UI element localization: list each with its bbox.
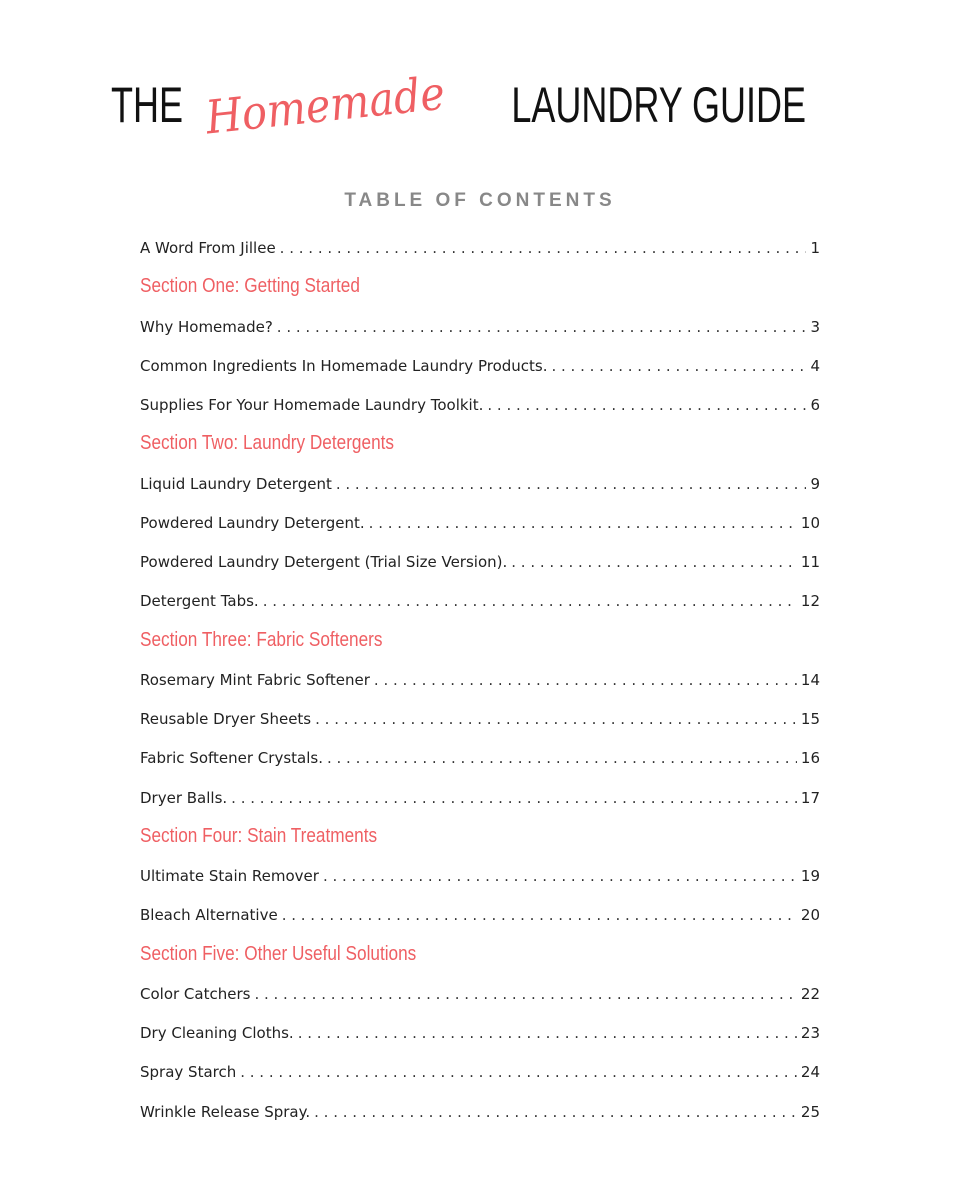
toc-entry-page-number: 1 [810,238,820,257]
toc-entry-page-number: 16 [800,748,820,767]
dot-leader [280,239,807,257]
toc-entry[interactable] [140,738,820,777]
toc-section-heading: Section Four: Stain Treatments [140,825,378,847]
toc-entry-label: Powdered Laundry Detergent. [140,513,365,532]
toc-entry-page-number: 22 [800,984,820,1003]
toc-section-heading: Section One: Getting Started [140,275,360,297]
toc-entry-page-number: 24 [800,1062,820,1081]
toc-section-heading: Section Five: Other Useful Solutions [140,943,417,965]
dot-leader [277,318,807,336]
dot-leader [369,514,797,532]
toc-entry[interactable] [140,895,820,934]
toc-entry-page-number: 11 [800,552,820,571]
toc-entry-label: Dry Cleaning Cloths. [140,1023,294,1042]
title-laundry-guide: LAUNDRY GUIDE [510,77,806,133]
toc-entry-label: Reusable Dryer Sheets [140,709,312,728]
toc-entry[interactable] [140,228,820,267]
toc-entry[interactable] [140,974,820,1013]
toc-entry-label: Spray Starch [140,1062,237,1081]
toc-entry-label: Why Homemade? [140,317,273,336]
toc-entry[interactable] [140,581,820,620]
title-the: THE [111,77,184,133]
dot-leader [511,553,797,571]
toc-entry-label: Detergent Tabs. [140,591,259,610]
dot-leader [315,710,797,728]
toc-entry-label: Powdered Laundry Detergent (Trial Size Version). [140,552,508,571]
toc-entry-label: Ultimate Stain Remover [140,866,319,885]
toc-entry-page-number: 23 [800,1023,820,1042]
toc-entry-page-number: 9 [810,474,820,493]
toc-entry-label: A Word From Jillee [140,238,276,257]
toc-entry[interactable] [140,1092,820,1131]
toc-entry[interactable] [140,856,820,895]
dot-leader [282,906,797,924]
toc-entry-page-number: 20 [800,905,820,924]
toc-entry[interactable] [140,346,820,385]
toc-entry-page-number: 19 [800,866,820,885]
toc-entry-page-number: 6 [810,395,820,414]
dot-leader [298,1024,797,1042]
toc-entry[interactable] [140,660,820,699]
toc-entry-label: Liquid Laundry Detergent [140,474,332,493]
toc-entry-label: Wrinkle Release Spray. [140,1102,311,1121]
toc-entry-page-number: 15 [800,709,820,728]
toc-entry-label: Bleach Alternative [140,905,278,924]
toc-entry-label: Color Catchers [140,984,251,1003]
dot-leader [323,867,797,885]
toc-entry[interactable] [140,464,820,503]
dot-leader [487,396,806,414]
toc-entry-label: Fabric Softener Crystals. [140,748,323,767]
toc-entry[interactable] [140,1052,820,1091]
toc-entry-page-number: 10 [800,513,820,532]
toc-entry[interactable] [140,307,820,346]
toc-entry-page-number: 14 [800,670,820,689]
toc-entry-label: Common Ingredients In Homemade Laundry Products. [140,356,548,375]
toc-entry[interactable] [140,542,820,581]
dot-leader [254,985,796,1003]
toc-entry[interactable] [140,778,820,817]
toc-entry[interactable] [140,699,820,738]
toc-entry-label: Dryer Balls. [140,788,228,807]
toc-entry-page-number: 25 [800,1102,820,1121]
dot-leader [327,749,797,767]
toc-entry-page-number: 4 [810,356,820,375]
toc-entry-label: Supplies For Your Homemade Laundry Toolkit. [140,395,484,414]
toc-entry-page-number: 3 [810,317,820,336]
toc-entry[interactable] [140,385,820,424]
dot-leader [263,592,797,610]
toc-entry[interactable] [140,503,820,542]
dot-leader [314,1103,797,1121]
toc-entry-label: Rosemary Mint Fabric Softener [140,670,370,689]
dot-leader [374,671,797,689]
toc-entry-page-number: 17 [800,788,820,807]
dot-leader [231,789,797,807]
dot-leader [240,1063,797,1081]
guide-title [0,65,960,146]
toc-section-heading: Section Two: Laundry Detergents [140,432,395,454]
toc-entry-page-number: 12 [800,591,820,610]
dot-leader [336,475,807,493]
dot-leader [551,357,806,375]
table-of-contents-heading: TABLE OF CONTENTS [344,190,616,211]
toc-entry[interactable] [140,1013,820,1052]
title-homemade-script: Homemade [203,65,448,145]
toc-section-heading: Section Three: Fabric Softeners [140,629,383,651]
